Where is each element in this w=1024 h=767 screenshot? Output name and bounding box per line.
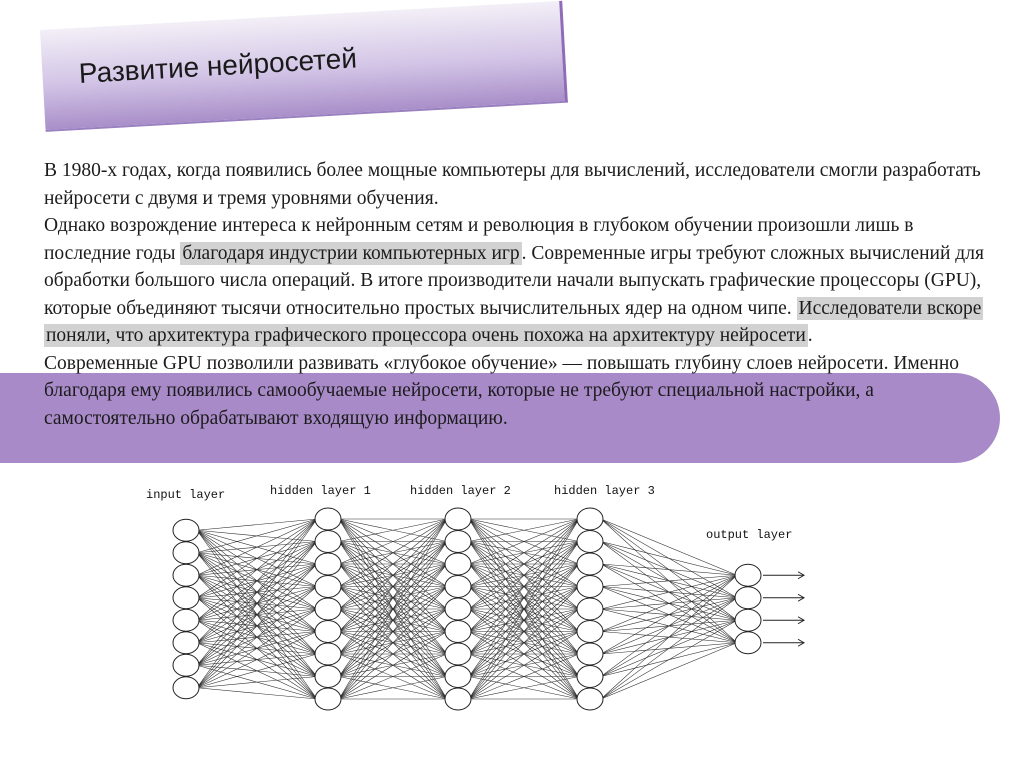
neuron-node-layer-3 bbox=[445, 666, 471, 688]
highlighted-text: благодаря индустрии компьютерных игр bbox=[182, 242, 520, 264]
neuron-node-layer-2 bbox=[315, 598, 341, 620]
neuron-node-layer-2 bbox=[315, 688, 341, 710]
connection-line bbox=[197, 519, 317, 688]
neuron-node-layer-4 bbox=[577, 621, 603, 643]
neuron-node-layer-2 bbox=[315, 576, 341, 598]
paragraph-3 bbox=[44, 350, 1004, 433]
neuron-node-layer-4 bbox=[577, 553, 603, 575]
output-arrow bbox=[763, 617, 804, 624]
neuron-node-layer-1 bbox=[173, 587, 199, 609]
neuron-node-layer-1 bbox=[173, 609, 199, 631]
highlighted-text: Исследователи вскоре поняли, что архитектура графического процессора очень похожа на архитектуру нейросети bbox=[46, 297, 982, 346]
neuron-node-layer-3 bbox=[445, 508, 471, 530]
connection-line bbox=[197, 587, 317, 688]
neuron-node-layer-3 bbox=[445, 598, 471, 620]
connection-line bbox=[197, 542, 317, 688]
connection-line bbox=[601, 620, 737, 699]
connection-line bbox=[197, 609, 317, 688]
connection-line bbox=[601, 575, 737, 609]
connection-line bbox=[197, 519, 317, 620]
connection-line bbox=[197, 519, 317, 598]
neuron-node-layer-2 bbox=[315, 621, 341, 643]
connection-line bbox=[197, 519, 317, 643]
layer-label: hidden layer 2 bbox=[410, 484, 511, 498]
neuron-node-layer-5 bbox=[735, 564, 761, 586]
neuron-node-layer-3 bbox=[445, 643, 471, 665]
text-segment: В 1980-х годах, когда появились более мощные компьютеры для вычислений, исследователи смогли разработать нейросети с двумя и тремя уровнями обучения. bbox=[44, 160, 981, 209]
neuron-node-layer-3 bbox=[445, 553, 471, 575]
connection-line bbox=[197, 677, 317, 688]
neuron-node-layer-3 bbox=[445, 531, 471, 553]
neuron-node-layer-1 bbox=[173, 632, 199, 654]
neuron-node-layer-1 bbox=[173, 654, 199, 676]
neuron-node-layer-4 bbox=[577, 643, 603, 665]
paragraph-1 bbox=[44, 157, 1004, 212]
connection-line bbox=[601, 575, 737, 631]
neuron-node-layer-5 bbox=[735, 609, 761, 631]
connection-line bbox=[601, 564, 737, 575]
paragraph-2 bbox=[44, 212, 1004, 350]
layer-label: output layer bbox=[706, 528, 793, 542]
neuron-node-layer-3 bbox=[445, 688, 471, 710]
connection-line bbox=[601, 575, 737, 654]
neural-network-diagram bbox=[128, 478, 828, 718]
neuron-node-layer-1 bbox=[173, 519, 199, 541]
neuron-node-layer-5 bbox=[735, 632, 761, 654]
connection-line bbox=[601, 542, 737, 576]
neuron-node-layer-5 bbox=[735, 587, 761, 609]
connection-line bbox=[601, 598, 737, 699]
neuron-node-layer-2 bbox=[315, 643, 341, 665]
body-text bbox=[44, 157, 1004, 432]
neuron-node-layer-3 bbox=[445, 621, 471, 643]
connection-line bbox=[197, 519, 317, 575]
connection-line bbox=[197, 519, 317, 665]
neuron-node-layer-3 bbox=[445, 576, 471, 598]
text-segment: . Современные игры требуют сложных вычислений для обработки большого числа операций. В итоге производители начали выпускать графические процессоры (GPU), которые объединяют тысячи относительно простых вычислительных ядер на одном чипе. bbox=[44, 242, 984, 319]
layer-label: input layer bbox=[146, 488, 226, 502]
neuron-node-layer-4 bbox=[577, 666, 603, 688]
output-arrow bbox=[763, 572, 804, 579]
text-segment: Однако возрождение интереса к нейронным сетям и революция в глубоком обучении произошли лишь в последние годы bbox=[44, 215, 914, 264]
connection-line bbox=[197, 688, 317, 699]
connection-line bbox=[197, 519, 317, 553]
connection-line bbox=[197, 654, 317, 688]
neuron-node-layer-4 bbox=[577, 688, 603, 710]
neuron-node-layer-4 bbox=[577, 576, 603, 598]
connection-line bbox=[197, 519, 317, 530]
neuron-node-layer-2 bbox=[315, 531, 341, 553]
neuron-node-layer-2 bbox=[315, 508, 341, 530]
connection-line bbox=[601, 575, 737, 586]
output-arrow bbox=[763, 594, 804, 601]
connection-line bbox=[601, 643, 737, 699]
neuron-node-layer-4 bbox=[577, 598, 603, 620]
neuron-node-layer-1 bbox=[173, 564, 199, 586]
neuron-node-layer-1 bbox=[173, 677, 199, 699]
neuron-node-layer-4 bbox=[577, 508, 603, 530]
neuron-node-layer-2 bbox=[315, 666, 341, 688]
connection-line bbox=[601, 575, 737, 699]
neuron-node-layer-2 bbox=[315, 553, 341, 575]
text-segment: . bbox=[807, 325, 813, 346]
text-segment: Современные GPU позволили развивать «глубокое обучение» — повышать глубину слоев нейросети. Именно благодаря ему появились самообучаемые нейросети, которые не требуют специальной настройки, а самостоятельно обрабатывают входящую информацию. bbox=[44, 352, 960, 429]
connection-line bbox=[197, 564, 317, 688]
slide-title: Развитие нейросетей bbox=[78, 42, 358, 89]
output-arrow bbox=[763, 639, 804, 646]
connection-line bbox=[197, 632, 317, 688]
layer-label: hidden layer 3 bbox=[554, 484, 655, 498]
layer-label: hidden layer 1 bbox=[270, 484, 371, 498]
neuron-node-layer-1 bbox=[173, 542, 199, 564]
connection-line bbox=[601, 575, 737, 676]
neuron-node-layer-4 bbox=[577, 531, 603, 553]
